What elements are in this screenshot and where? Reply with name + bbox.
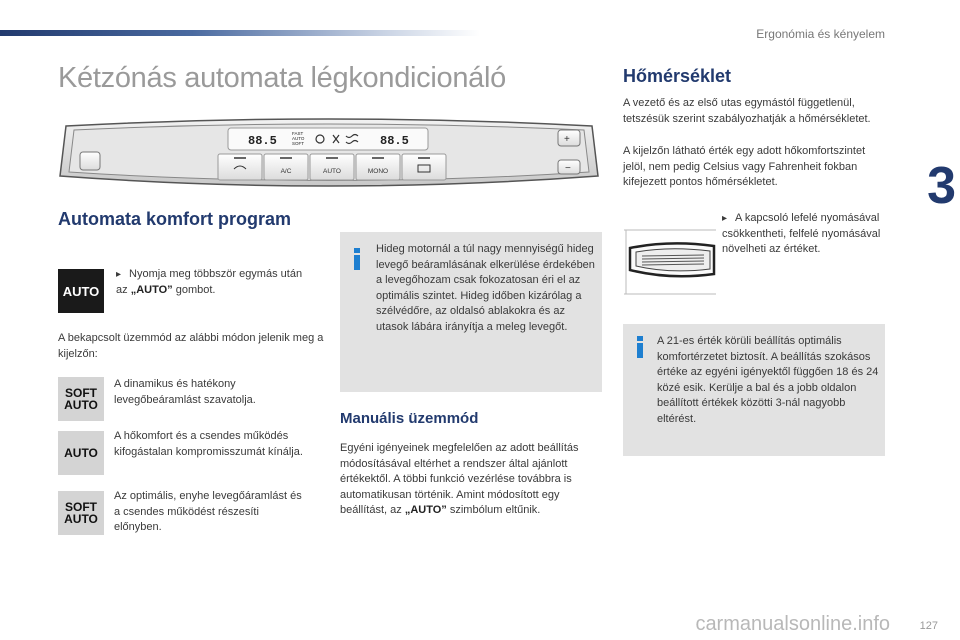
- mode-description: Az optimális, enyhe levegőáramlást és a csendes működést részesíti előnyben.: [114, 490, 302, 533]
- info-box-temperature: [623, 324, 885, 456]
- climate-control-panel-illustration: [58, 114, 600, 194]
- ac-button-label: A/C: [280, 168, 292, 175]
- auto-step-prefix: Nyomja meg többször egymás után az: [116, 268, 303, 296]
- watermark: carmanualsonline.info: [695, 613, 890, 635]
- page-number: 127: [919, 620, 938, 632]
- manual-mode-text: [340, 441, 596, 519]
- display-intro-text: A bekapcsolt üzemmód az alábbi módon jelenik meg a kijelzőn:: [58, 332, 324, 360]
- auto-button-label: AUTO: [323, 168, 341, 175]
- auto-button-icon-label: AUTO: [62, 283, 100, 299]
- soft-auto-icon: [58, 377, 104, 421]
- temperature-step-body: A kapcsoló lefelé nyomásával csökkentheti, felfelé nyomásával növelheti az értéket.: [722, 212, 881, 255]
- temperature-paragraph: A kijelzőn látható érték egy adott hőkomfortszintet jelöl, nem pedig Celsius vagy Fahrenheit fokban kifejezett pontos hőmérsékletet.: [623, 145, 866, 188]
- fast-label: FAST: [292, 131, 304, 136]
- auto-program-heading: Automata komfort program: [58, 209, 292, 229]
- mono-button-label: MONO: [367, 168, 389, 175]
- info-text: A 21-es érték körüli beállítás optimális komfortérzetet biztosít. A beállítás szokásos értéke az egyéni igényektől függően 18 és 24 közé esik. Kerülje a bal és a jobb oldalon beállított értékek közötti 3-nál nagyobb eltérést.: [657, 335, 879, 425]
- info-box-cold-engine: [340, 232, 602, 392]
- temperature-heading: Hőmérséklet: [623, 66, 732, 86]
- mode-description: A dinamikus és hatékony levegőbeáramlást szavatolja.: [114, 378, 256, 406]
- soft-auto-icon-line1: SOFT: [65, 386, 97, 400]
- auto-button-icon: [58, 269, 104, 313]
- step-bullet: ▸: [116, 269, 122, 280]
- temp-up-icon: +: [564, 134, 570, 145]
- manual-mode-text-bold: „AUTO”: [404, 504, 447, 516]
- manual-mode-text-suffix: szimbólum eltűnik.: [446, 504, 541, 516]
- info-text: Hideg motornál a túl nagy mennyiségű hideg levegő beáramlásának elkerülése érdekében a levegőhozam csak fokozatosan éri el az optimális szintet. Hideg időben kizárólag a szélvédőre, az oldalsó ablakokra és az utasok lábára irányítja a meleg levegőt.: [376, 243, 595, 333]
- auto-icon-line1: AUTO: [64, 446, 98, 460]
- soft-auto-icon-line2: AUTO: [64, 512, 98, 526]
- temperature-step-text: [722, 211, 882, 258]
- page-title: Kétzónás automata légkondicionáló: [58, 62, 506, 94]
- auto-step-text: [116, 267, 316, 298]
- info-icon: [354, 248, 360, 270]
- step-bullet: ▸: [722, 213, 728, 224]
- auto-icon: [58, 431, 104, 475]
- auto-label: AUTO: [292, 136, 305, 141]
- chapter-number: 3: [927, 157, 956, 215]
- section-label: Ergonómia és kényelem: [756, 27, 885, 41]
- left-temp-display: 88.5: [248, 134, 277, 148]
- auto-step-bold: „AUTO”: [130, 283, 173, 296]
- auto-step-suffix: gombot.: [172, 283, 216, 296]
- left-temp-rocker: [80, 152, 100, 170]
- temp-down-icon: −: [565, 163, 571, 174]
- mode-description: A hőkomfort és a csendes működés kifogástalan kompromisszumát kínálja.: [114, 430, 303, 458]
- header-accent-bar: [0, 30, 480, 36]
- info-icon: [637, 336, 643, 358]
- soft-auto-icon-line1: SOFT: [65, 500, 97, 514]
- soft-label: SOFT: [292, 141, 304, 146]
- temperature-switch-illustration: [624, 226, 716, 296]
- manual-mode-text-prefix: Egyéni igényeinek megfelelően az adott beállítás módosításával eltérhet a rendszer által ajánlott értékektől. A többi funkció vezérlése továbbra is automatikusan történik. Amint módosított egy beállítást, az: [340, 442, 579, 516]
- soft-auto-icon: [58, 491, 104, 535]
- manual-mode-heading: Manuális üzemmód: [340, 410, 479, 427]
- right-temp-display: 88.5: [380, 134, 409, 148]
- soft-auto-icon-line2: AUTO: [64, 398, 98, 412]
- temperature-paragraph: A vezető és az első utas egymástól függetlenül, tetszésük szerint szabályozhatják a hőmérsékletet.: [623, 97, 871, 125]
